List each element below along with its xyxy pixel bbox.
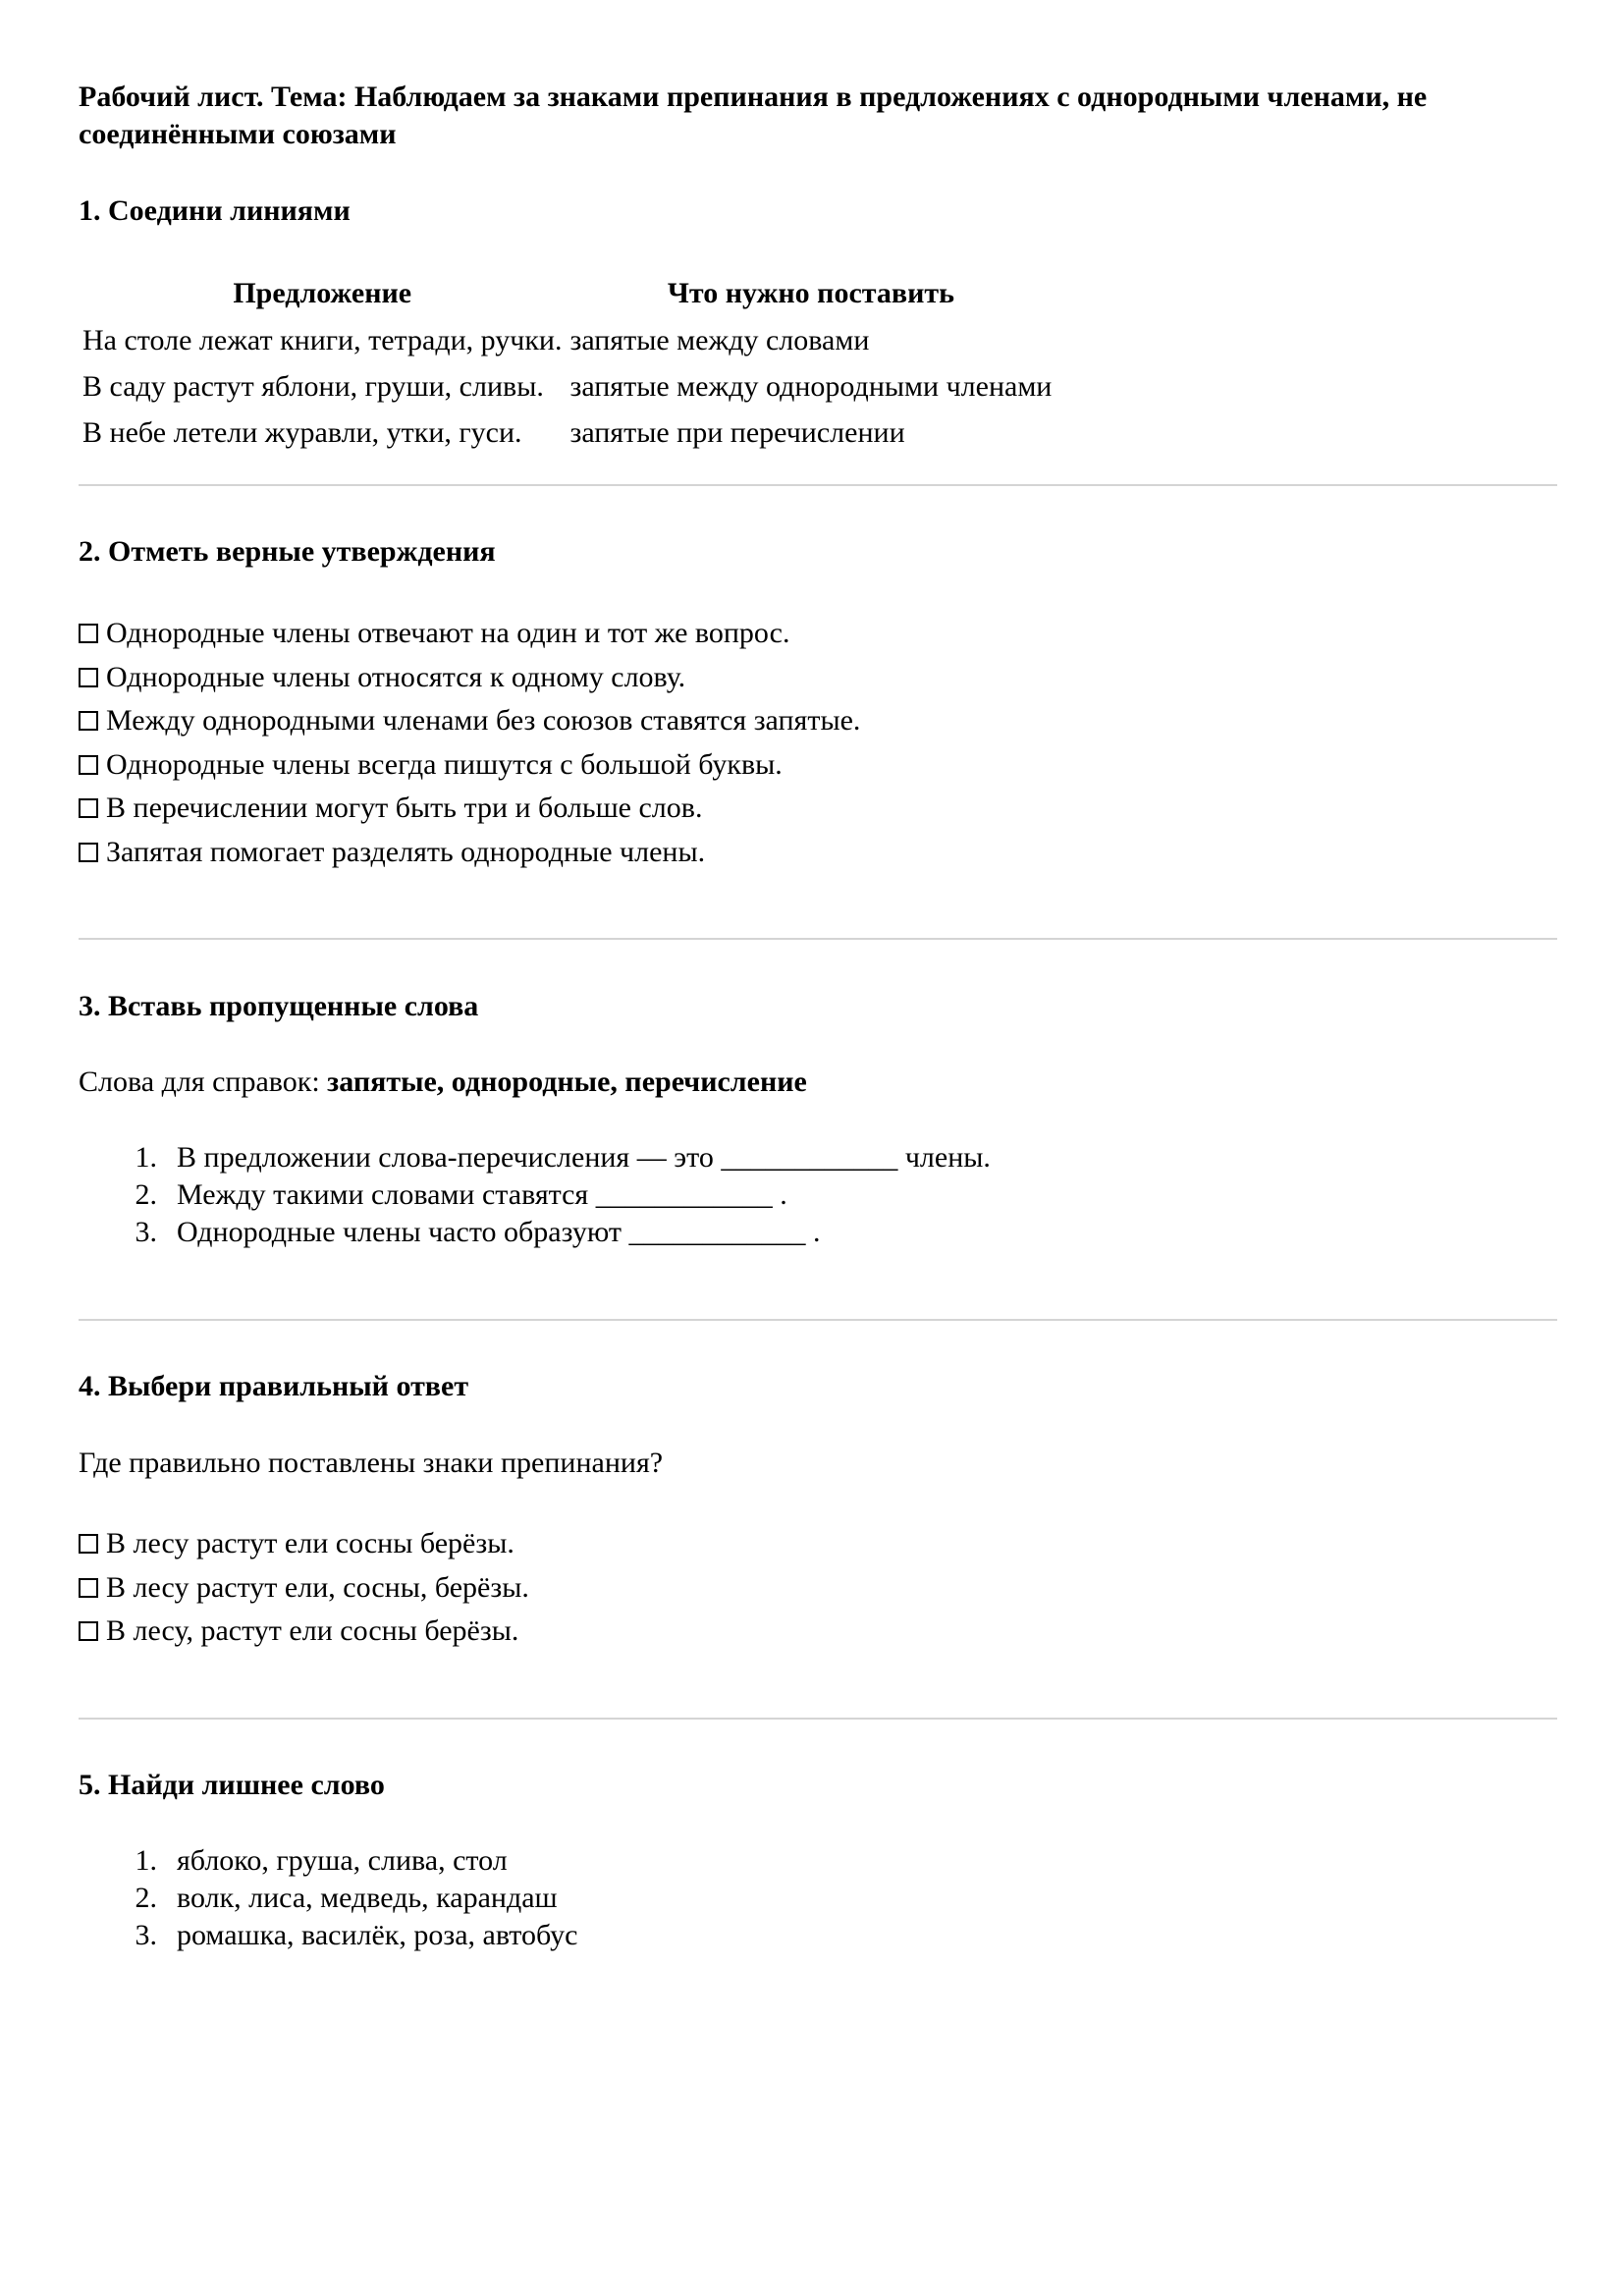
item-text-end: .: [805, 1216, 821, 1248]
options-list: [79, 1522, 529, 1654]
checkbox-icon[interactable]: [79, 755, 98, 775]
item-text[interactable]: волк, лиса, медведь, карандаш: [177, 1882, 558, 1914]
item-number: 2.: [135, 1178, 157, 1211]
answer-cell[interactable]: запятые между словами: [569, 323, 870, 356]
checkbox-icon[interactable]: [79, 1621, 98, 1641]
option-text: В лесу растут ели, сосны, берёзы.: [106, 1570, 529, 1604]
statement-text: Однородные члены отвечают на один и тот же вопрос.: [106, 617, 790, 649]
answer-cell[interactable]: запятые при перечислении: [569, 415, 905, 449]
option-item[interactable]: [79, 1522, 529, 1566]
checkbox-icon[interactable]: [79, 624, 98, 643]
section-4-heading: 4. Выбери правильный ответ: [79, 1370, 469, 1402]
item-text[interactable]: яблоко, груша, слива, стол: [177, 1844, 508, 1877]
statement-text: В перечислении могут быть три и больше слов.: [106, 792, 703, 824]
item-number: 1.: [135, 1844, 157, 1877]
question-text: Где правильно поставлены знаки препинания?: [79, 1447, 664, 1479]
divider: [79, 1718, 1557, 1720]
blank-field[interactable]: ____________: [595, 1178, 773, 1211]
checkbox-icon[interactable]: [79, 798, 98, 818]
item-text: В предложении слова-перечисления — это: [177, 1141, 722, 1174]
odd-word-list: [79, 1842, 577, 1954]
table-row: [79, 317, 1055, 363]
statement-item[interactable]: [79, 831, 860, 875]
odd-word-item: [79, 1842, 577, 1880]
checkbox-icon[interactable]: [79, 1578, 98, 1598]
column-header-what-to-put: Что нужно поставить: [667, 277, 954, 309]
checkbox-icon[interactable]: [79, 843, 98, 862]
item-number: 3.: [135, 1919, 157, 1951]
divider: [79, 484, 1557, 486]
item-text-end: .: [772, 1178, 787, 1211]
item-number: 3.: [135, 1216, 157, 1248]
fill-in-item: [79, 1214, 991, 1251]
column-header-sentence: Предложение: [233, 277, 412, 309]
statement-item[interactable]: [79, 656, 860, 700]
section-2-heading: 2. Отметь верные утверждения: [79, 535, 496, 568]
statement-item[interactable]: [79, 612, 860, 656]
checkbox-icon[interactable]: [79, 668, 98, 687]
hint-label: Слова для справок:: [79, 1066, 328, 1098]
item-text[interactable]: ромашка, василёк, роза, автобус: [177, 1919, 578, 1951]
statement-item[interactable]: [79, 787, 860, 831]
divider: [79, 1319, 1557, 1321]
statement-item[interactable]: [79, 699, 860, 743]
statement-item[interactable]: [79, 743, 860, 788]
checkbox-icon[interactable]: [79, 711, 98, 731]
fill-in-item: [79, 1139, 991, 1176]
section-5-heading: 5. Найди лишнее слово: [79, 1769, 385, 1801]
statement-text: Однородные члены всегда пишутся с большой буквы.: [106, 747, 783, 781]
blank-field[interactable]: ____________: [628, 1216, 806, 1248]
sentence-cell[interactable]: В саду растут яблони, груши, сливы.: [82, 369, 544, 403]
odd-word-item: [79, 1917, 577, 1954]
item-text-end: члены.: [897, 1141, 991, 1174]
hint-words: [79, 1065, 807, 1100]
section-1-heading: 1. Соедини линиями: [79, 194, 351, 227]
statement-text: Запятая помогает разделять однородные члены.: [106, 835, 706, 868]
worksheet-title: Рабочий лист. Тема: Наблюдаем за знаками препинания в предложениях с однородными членами, не соединёнными союзами: [79, 81, 1428, 150]
matching-table: [79, 270, 1055, 456]
table-row: [79, 410, 1055, 456]
sentence-cell[interactable]: В небе летели журавли, утки, гуси.: [82, 415, 522, 449]
table-row: [79, 363, 1055, 410]
blank-field[interactable]: ____________: [721, 1141, 898, 1174]
statements-list: [79, 612, 860, 874]
odd-word-item: [79, 1880, 577, 1917]
option-text: В лесу, растут ели сосны берёзы.: [106, 1614, 519, 1647]
section-3-heading: 3. Вставь пропущенные слова: [79, 990, 479, 1022]
answer-cell[interactable]: запятые между однородными членами: [569, 369, 1053, 403]
table-header-row: [79, 270, 1055, 317]
checkbox-icon[interactable]: [79, 1534, 98, 1554]
option-item[interactable]: [79, 1566, 529, 1611]
divider: [79, 938, 1557, 940]
sentence-cell[interactable]: На столе лежат книги, тетради, ручки.: [82, 323, 563, 356]
statement-text: Между однородными членами без союзов ставятся запятые.: [106, 704, 861, 737]
item-text: Однородные члены часто образуют: [177, 1216, 629, 1248]
item-number: 2.: [135, 1882, 157, 1914]
option-item[interactable]: [79, 1610, 529, 1654]
statement-text: Однородные члены относятся к одному слову.: [106, 660, 686, 693]
item-text: Между такими словами ставятся: [177, 1178, 596, 1211]
option-text: В лесу растут ели сосны берёзы.: [106, 1527, 514, 1559]
item-number: 1.: [135, 1141, 157, 1174]
fill-in-item: [79, 1176, 991, 1214]
fill-in-list: [79, 1139, 991, 1251]
hint-words-bold: запятые, однородные, перечисление: [327, 1066, 807, 1098]
